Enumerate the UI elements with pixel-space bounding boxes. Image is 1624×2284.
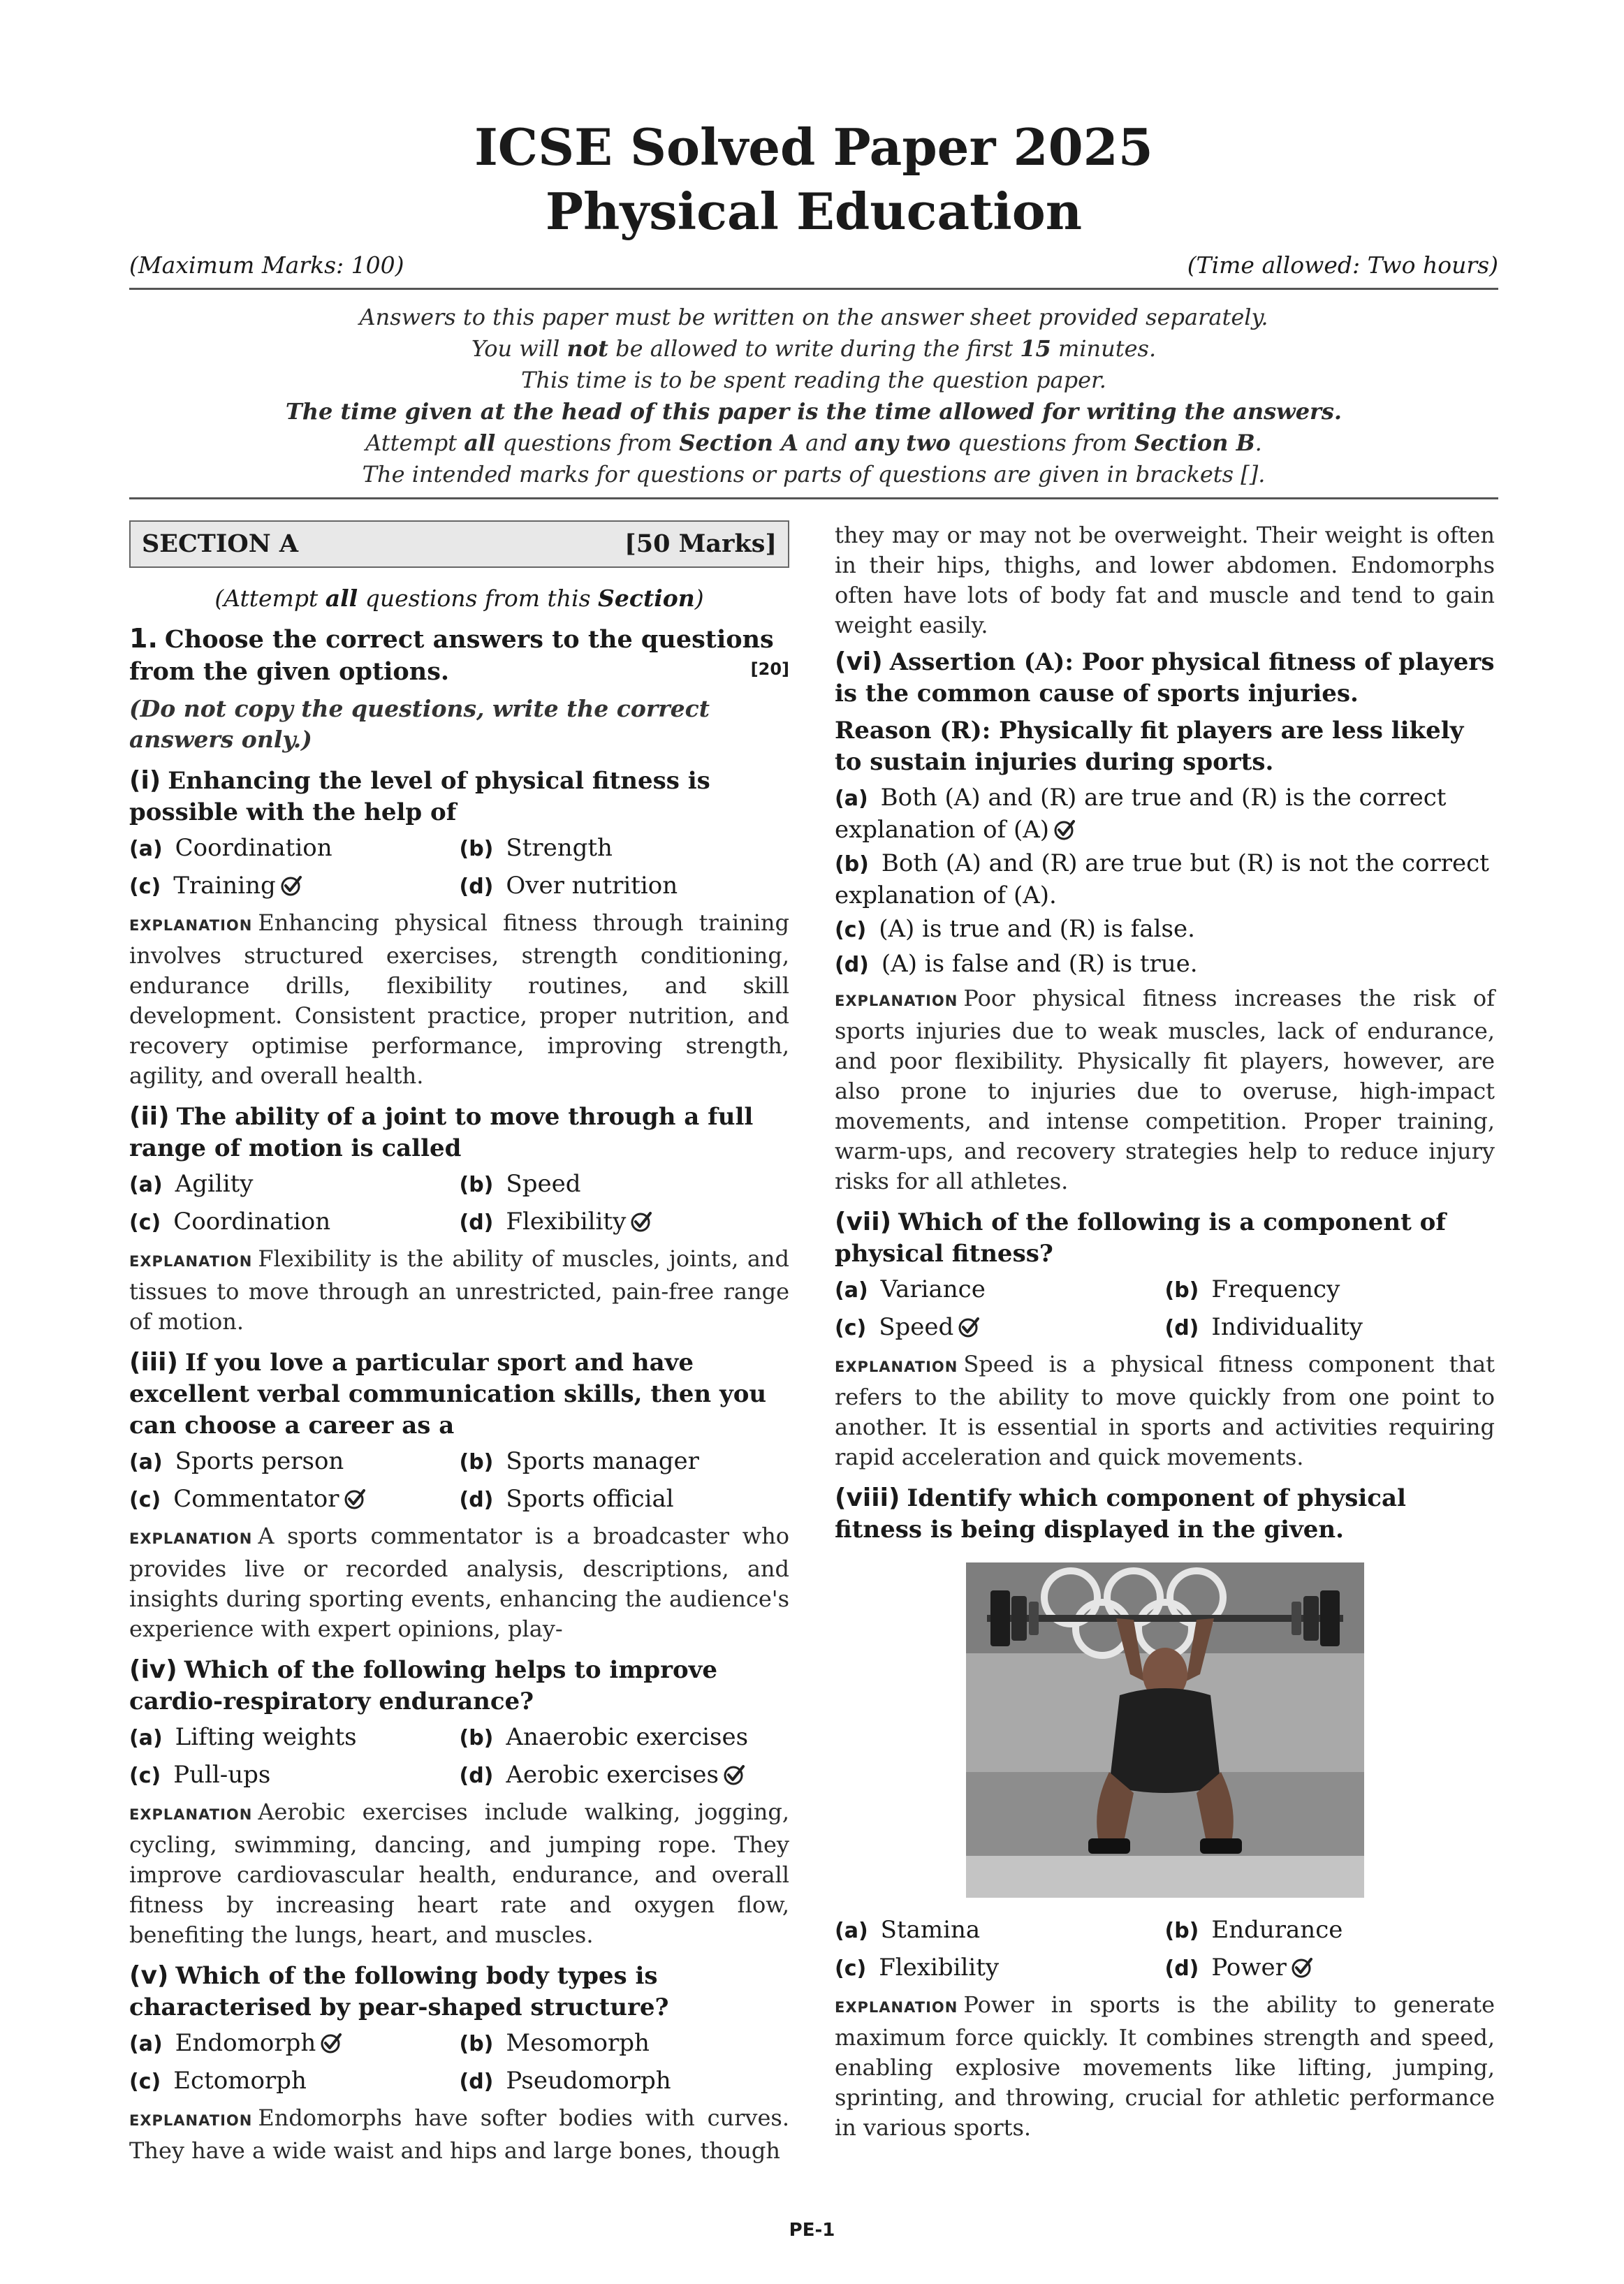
check-circle-icon [630, 1210, 652, 1233]
explanation-iv: EXPLANATION Aerobic exercises include walking, jogging, cycling, swimming, dancing, and jumping rope. They improve cardiovascular health, endurance, and overall fitness by increasing heart rate and oxygen flow, benefiting the lungs, heart, and muscles. [129, 1799, 789, 1948]
option-a: (a) Variance [835, 1275, 986, 1303]
options-i [129, 833, 789, 902]
option-d: (d) Power [1165, 1952, 1495, 1984]
option-a: (a) Agility [129, 1170, 254, 1198]
option-c: (c) Pull-ups [129, 1761, 271, 1789]
check-circle-icon [344, 1488, 366, 1510]
option-c: (c) Commentator [129, 1484, 460, 1516]
reason-vi: Reason (R): Physically fit players are less likely to sustain injuries during sports. [835, 717, 1464, 776]
subquestion-viii: (viii) Identify which component of physical fitness is being displayed in the given. [835, 1484, 1406, 1544]
page-title: ICSE Solved Paper 2025 [474, 117, 1153, 177]
check-circle-icon [320, 2032, 342, 2054]
question-marks: [20] [750, 659, 789, 679]
max-marks: (Maximum Marks: 100) [129, 251, 404, 279]
section-marks: [50 Marks] [624, 529, 777, 558]
option-a: (a) Both (A) and (R) are true and (R) is the correct explanation of (A) [835, 784, 1447, 844]
options-iv [129, 1722, 789, 1792]
option-d: (d) Over nutrition [459, 872, 678, 900]
explanation-viii: EXPLANATION Power in sports is the ability to generate maximum force quickly. It combines strength and speed, enabling explosive movements like lifting, jumping, sprinting, and throwing, crucial for athletic performance in various sports. [835, 1991, 1495, 2141]
subquestion-i: (i) Enhancing the level of physical fitness is possible with the help of [129, 766, 710, 826]
time-allowed: (Time allowed: Two hours) [1187, 251, 1498, 279]
explanation-i: EXPLANATION Enhancing physical fitness through training involves structured exercises, strength conditioning, endurance drills, flexibility routines, and skill development. Consistent practice, proper nutrition, and recovery optimise performance, improving strength, agility, and overall health. [129, 909, 789, 1089]
subquestion-iv: (iv) Which of the following helps to improve cardio-respiratory endurance? [129, 1655, 718, 1715]
instruction-line: This time is to be spent reading the question paper. [521, 367, 1106, 393]
subquestion-vii: (vii) Which of the following is a component of physical fitness? [835, 1208, 1446, 1268]
option-d: (d) Sports official [459, 1485, 674, 1513]
option-b: (b) Mesomorph [459, 2029, 650, 2057]
option-d: (d) Individuality [1164, 1313, 1363, 1341]
check-circle-icon [723, 1764, 745, 1786]
option-b: (b) Sports manager [459, 1447, 699, 1475]
option-a: (a) Lifting weights [129, 1723, 357, 1751]
option-a: (a) Endomorph [129, 2028, 460, 2060]
subquestion-v: (v) Which of the following body types is characterised by pear-shaped structure? [129, 1961, 669, 2021]
check-circle-icon [958, 1316, 980, 1338]
option-a: (a) Coordination [129, 834, 332, 862]
question-note: (Do not copy the questions, write the correct answers only.) [129, 695, 710, 753]
option-c: (c) Training [129, 870, 460, 902]
option-c: (c) Flexibility [835, 1954, 1000, 1982]
instructions-divider [129, 497, 1498, 499]
check-circle-icon [1053, 819, 1076, 841]
option-b: (b) Endurance [1164, 1916, 1343, 1944]
instruction-line: You will not be allowed to write during the first 15 minutes. [471, 335, 1157, 362]
section-note: (Attempt all questions from this Section) [214, 585, 704, 612]
option-a: (a) Sports person [129, 1447, 344, 1475]
question-text: Choose the correct answers to the questions from the given options. [129, 625, 774, 686]
option-b: (b) Strength [459, 834, 613, 862]
header-divider [129, 288, 1498, 290]
options-ii [129, 1169, 789, 1238]
option-c: (c) Speed [835, 1312, 1165, 1344]
option-c: (c) Coordination [129, 1208, 331, 1236]
explanation-vi: EXPLANATION Poor physical fitness increases the risk of sports injuries due to weak muscles, lack of endurance, and poor flexibility. Physically fit players, however, are also prone to injuries due to overuse, high-impact movements, and intense competition. Proper training, warm-ups, and recovery strategies help to reduce injury risks for all athletes. [835, 985, 1495, 1194]
explanation-v-continued: they may or may not be overweight. Their weight is often in their hips, thighs, and lower abdomen. Endomorphs often have lots of body fat and muscle and tend to gain weight easily. [835, 522, 1495, 638]
section-header [129, 520, 789, 568]
check-circle-icon [280, 874, 302, 897]
marks-row [129, 251, 1498, 286]
option-c: (c) Ectomorph [129, 2067, 307, 2095]
check-circle-icon [1291, 1956, 1313, 1979]
subquestion-iii: (iii) If you love a particular sport and have excellent verbal communication skills, then you can choose a career as a [129, 1348, 767, 1440]
page-subtitle: Physical Education [545, 182, 1083, 241]
options-iii [129, 1446, 789, 1516]
section-name: SECTION A [142, 529, 299, 558]
question-number: 1. [129, 623, 158, 654]
weightlifter-photo [966, 1562, 1364, 1898]
explanation-v: EXPLANATION Endomorphs have softer bodies with curves. They have a wide waist and hips and large bones, though [129, 2104, 789, 2164]
instruction-line: Answers to this paper must be written on the answer sheet provided separately. [359, 304, 1268, 330]
option-d: (d) Flexibility [460, 1206, 790, 1238]
explanation-iii: EXPLANATION A sports commentator is a broadcaster who provides live or recorded analysis, descriptions, and insights during sporting events, enhancing the audience's experience with expert opinions, play- [129, 1523, 789, 1642]
option-d: (d) (A) is false and (R) is true. [835, 950, 1198, 978]
instructions [129, 302, 1498, 490]
question-1 [129, 622, 789, 688]
option-a: (a) Stamina [835, 1916, 981, 1944]
left-column [129, 520, 789, 2170]
option-b: (b) Frequency [1164, 1275, 1340, 1303]
right-column [835, 520, 1495, 2147]
option-b: (b) Anaerobic exercises [459, 1723, 749, 1751]
explanation-ii: EXPLANATION Flexibility is the ability of muscles, joints, and tissues to move through an unrestricted, pain-free range of motion. [129, 1245, 789, 1335]
option-b: (b) Speed [459, 1170, 581, 1198]
options-v [129, 2028, 789, 2098]
option-c: (c) (A) is true and (R) is false. [835, 915, 1195, 943]
options-viii [835, 1915, 1495, 1984]
option-d: (d) Pseudomorph [459, 2067, 671, 2095]
page-number: PE-1 [789, 2220, 835, 2241]
option-b: (b) Both (A) and (R) are true but (R) is not the correct explanation of (A). [835, 849, 1489, 909]
explanation-vii: EXPLANATION Speed is a physical fitness component that refers to the ability to move quickly from one point to another. It is essential in sports and activities requiring rapid acceleration and quick movements. [835, 1351, 1495, 1470]
instruction-line: The time given at the head of this paper is the time allowed for writing the answers. [285, 398, 1343, 425]
subquestion-ii: (ii) The ability of a joint to move through a full range of motion is called [129, 1102, 754, 1162]
instruction-line: Attempt all questions from Section A and any two questions from Section B. [365, 430, 1262, 456]
options-vii [835, 1274, 1495, 1344]
subquestion-vi: (vi) Assertion (A): Poor physical fitness of players is the common cause of sports injuries. [835, 647, 1495, 708]
instruction-line: The intended marks for questions or parts of questions are given in brackets []. [362, 461, 1266, 488]
option-d: (d) Aerobic exercises [460, 1759, 790, 1792]
page-header [129, 115, 1498, 244]
